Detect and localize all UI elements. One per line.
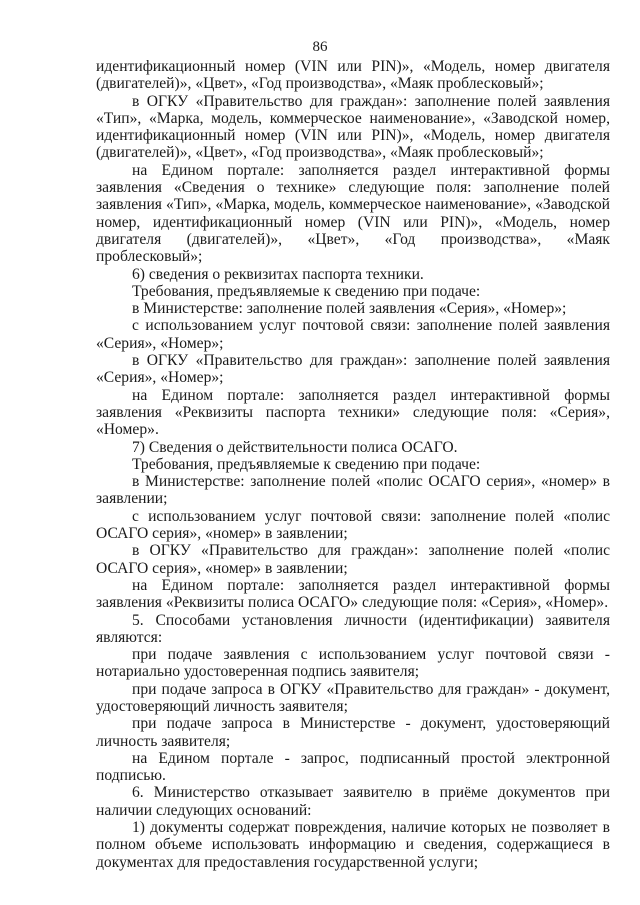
paragraph: в Министерстве: заполнение полей заявления «Серия», «Номер»;	[132, 300, 567, 318]
paragraph: на Едином портале: заполняется раздел интерактивной формы заявления «Сведения о технике» следующие поля: заполнение полей заявления «Тип», «Марка, модель, коммерческое наименование», «Заводской номер, идентификационный номер (VIN или PIN)», «Модель, номер двигателя (двигателей)», «Цвет», «Год производства», «Маяк проблесковый»;	[96, 161, 610, 266]
paragraph: Требования, предъявляемые к сведению при подаче:	[132, 282, 481, 300]
paragraph: в ОГКУ «Правительство для граждан»: заполнение полей «полис ОСАГО серия», «номер» в заявлении;	[96, 542, 610, 577]
paragraph: 6) сведения о реквизитах паспорта техники.	[132, 265, 424, 283]
paragraph: с использованием услуг почтовой связи: заполнение полей «полис ОСАГО серия», «номер» в заявлении;	[96, 507, 610, 543]
paragraph: 5. Способами установления личности (идентификации) заявителя являются:	[96, 611, 610, 646]
paragraph: при подаче заявления с использованием услуг почтовой связи - нотариально удостоверенная подпись заявителя;	[96, 646, 610, 681]
paragraph: на Едином портале: заполняется раздел интерактивной формы заявления «Реквизиты полиса ОСАГО» следующие поля: «Серия», «Номер».	[96, 576, 610, 612]
paragraph: 6. Министерство отказывает заявителю в приёме документов при наличии следующих оснований:	[96, 784, 610, 819]
paragraph: Требования, предъявляемые к сведению при подаче:	[132, 455, 481, 473]
paragraph: идентификационный номер (VIN или PIN)», «Модель, номер двигателя (двигателей)», «Цвет», «Год производства», «Маяк проблесковый»;	[96, 58, 610, 93]
paragraph: при подаче запроса в Министерстве - документ, удостоверяющий личность заявителя;	[96, 715, 610, 750]
paragraph: на Едином портале - запрос, подписанный простой электронной подписью.	[96, 749, 610, 785]
paragraph: на Едином портале: заполняется раздел интерактивной формы заявления «Реквизиты паспорта техники» следующие поля: «Серия», «Номер».	[96, 386, 610, 439]
body-text	[96, 58, 610, 871]
paragraph: 1) документы содержат повреждения, наличие которых не позволяет в полном объеме использовать информацию и сведения, содержащиеся в документах для предоставления государственной услуги;	[96, 819, 610, 871]
paragraph: 7) Сведения о действительности полиса ОСАГО.	[132, 438, 458, 456]
paragraph: в Министерстве: заполнение полей «полис ОСАГО серия», «номер» в заявлении;	[96, 473, 610, 508]
paragraph: при подаче запроса в ОГКУ «Правительство для граждан» - документ, удостоверяющий личность заявителя;	[96, 680, 610, 715]
paragraph: с использованием услуг почтовой связи: заполнение полей заявления «Серия», «Номер»;	[96, 317, 610, 352]
paragraph: в ОГКУ «Правительство для граждан»: заполнение полей заявления «Тип», «Марка, модель, коммерческое наименование», «Заводской номер, идентификационный номер (VIN или PIN)», «Модель, номер двигателя (двигателей)», «Цвет», «Год производства», «Маяк проблесковый»;	[96, 92, 610, 162]
paragraph: в ОГКУ «Правительство для граждан»: заполнение полей заявления «Серия», «Номер»;	[96, 352, 610, 387]
page-number: 86	[312, 39, 328, 55]
